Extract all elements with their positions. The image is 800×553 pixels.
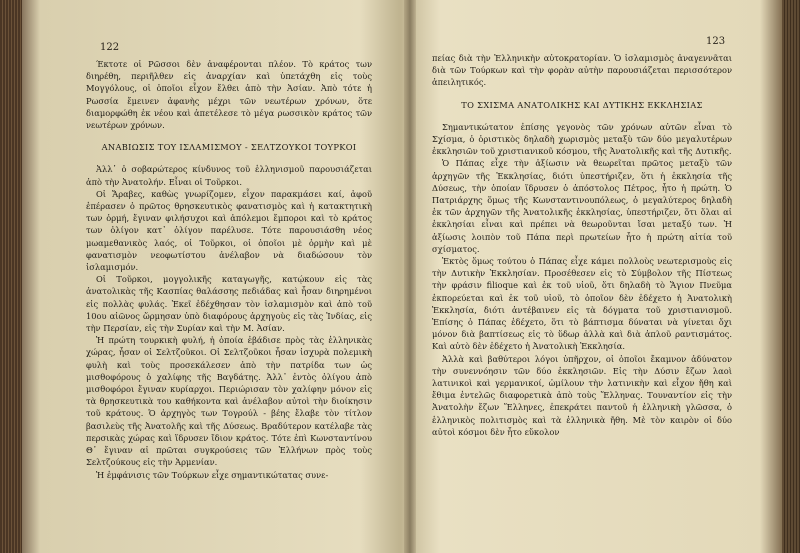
section-heading: ΑΝΑΒΙΩΣΙΣ ΤΟΥ ΙΣΛΑΜΙΣΜΟΥ - ΣΕΛΤΖΟΥΚΟΙ ΤΟΥΡΚΟΙ xyxy=(101,142,357,153)
paragraph: Σημαντικώτατον ἐπίσης γεγονὸς τῶν χρόνων αὐτῶν εἶναι τὸ Σχίσμα, ὁ ὁριστικὸς δηλαδὴ χωρισμὸς μεταξὺ τῶν δύο μεγαλυτέρων ἐκκλησιῶν τοῦ χριστιανικοῦ κόσμου, τῆς Ἀνατολικῆς καὶ τῆς Δυτικῆς. xyxy=(432,121,732,157)
paragraph: Ἡ ἐμφάνισις τῶν Τούρκων εἶχε σημαντικώτατας συνε- xyxy=(96,469,329,480)
right-page xyxy=(410,0,800,553)
right-page-text xyxy=(432,52,732,438)
paragraph: Ἀλλ᾽ ὁ σοβαρώτερος κίνδυνος τοῦ ἑλληνισμοῦ παρουσιάζεται ἀπὸ τὴν Ἀνατολήν. Εἶναι οἱ Τοῦρκοι. xyxy=(86,164,372,187)
section-heading: ΤΟ ΣΧΙΣΜΑ ΑΝΑΤΟΛΙΚΗΣ ΚΑΙ ΔΥΤΙΚΗΣ ΕΚΚΛΗΣΙΑΣ xyxy=(461,99,703,110)
page-number: 122 xyxy=(100,42,120,53)
paragraph: Ὁ Πάπας εἶχε τὴν ἀξίωσιν νὰ θεωρεῖται πρῶτος μεταξὺ τῶν ἀρχηγῶν τῆς Ἐκκλησίας, διότι ὑπεστήριζεν, ὅτι ἡ ἐκκλησία τῆς Δύσεως, τὴν ὁποίαν ἵδρυσεν ὁ ἀπόστολος Πέτρος, ἦτο ἡ πρώτη. Ὁ Πατριάρχης ὅμως τῆς Κωνσταντινουπόλεως, ὁ μεγαλύτερος δηλαδὴ ἐκ τῶν ἀρχηγῶν τῆς Ἀνατολικῆς ἐκκλησίας, ὑπεστήριζεν, ὅτι ὅλαι αἱ ἐκκλησίαι εἶναι καὶ πρέπει νὰ θεωροῦνται ἴσαι μεταξύ των. Ἡ ἀξίωσις λοιπὸν τοῦ Πάπα περὶ πρωτείων ἦτο ἡ πρώτη αἰτία τοῦ σχίσματος. xyxy=(432,158,732,254)
page-number: 123 xyxy=(706,36,726,47)
left-page-text xyxy=(86,58,372,481)
paragraph: Οἱ Ἄραβες, καθὼς γνωρίζομεν, εἶχον παρακμάσει καί, ἀφοῦ ἐπέρασεν ὁ πρῶτος θρησκευτικὸς φανατισμὸς καὶ ἡ κατακτητικὴ των ὁρμή, ἔγιναν φιλήσυχοι καὶ ἀπόλεμοι ἔμποροι καὶ τὸ κράτος των ὀλίγον κατ᾽ ὀλίγον παρέλυσε. Τότε παρουσιάσθη νέος μωαμεθανικὸς λαός, οἱ Τοῦρκοι, οἱ ὁποῖοι μὲ ὁρμὴν καὶ μὲ φανατισμὸν νεοφωτίστου ἀνέλαβον νὰ διαδώσουν τὸν ἰσλαμισμόν. xyxy=(86,188,372,273)
paragraph: πείας διὰ τὴν Ἑλληνικὴν αὐτοκρατορίαν. Ὁ ἰσλαμισμὸς ἀναγεννᾶται διὰ τῶν Τούρκων καὶ τὴν φορὰν αὐτὴν παρουσιάζεται περισσότερον ἀπειλητικός. xyxy=(432,53,732,88)
paragraph: Ἀλλὰ καὶ βαθύτεροι λόγοι ὑπῆρχον, οἱ ὁποῖοι ἔκαμνον ἀδύνατον τὴν συνεννόησιν τῶν δύο ἐκκλησιῶν. Εἰς τὴν Δύσιν ἔζων λαοὶ λατινικοὶ καὶ γερμανικοί, ὡμίλουν τὴν λατινικὴν καὶ εἶχον ἤθη καὶ ἔθιμα ἐντελῶς διαφορετικὰ ἀπὸ τοὺς Ἕλληνας. Τουναντίον εἰς τὴν Ἀνατολὴν ἔζων Ἕλληνες, ἐπεκράτει παντοῦ ἡ ἑλληνικὴ γλῶσσα, ὁ ἑλληνικὸς πολιτισμὸς καὶ τὰ ἑλληνικὰ ἤθη. Μὲ τὸν καιρὸν οἱ δύο αὐτοὶ κόσμοι δὲν ἦτο εὔκολον xyxy=(432,353,732,437)
paragraph: Οἱ Τοῦρκοι, μογγολικῆς καταγωγῆς, κατῴκουν εἰς τὰς ἀνατολικὰς τῆς Κασπίας θαλάσσης πεδιάδας καὶ ἦσαν διηρημένοι εἰς πολλὰς φυλάς. Ἐκεῖ ἐδέχθησαν τὸν ἰσλαμισμὸν καὶ ἀπὸ τοῦ 10ου αἰῶνος ὥρμησαν ὑπὸ διαφόρους ἀρχηγοὺς εἰς τὰς Ἰνδίας, εἰς τὴν Περσίαν, εἰς τὴν Συρίαν καὶ τὴν Μ. Ἀσίαν. xyxy=(86,274,372,334)
paragraph: Ἐκτὸς ὅμως τούτου ὁ Πάπας εἶχε κάμει πολλοὺς νεωτερισμοὺς εἰς τὴν Δυτικὴν Ἐκκλησίαν. Προσέθεσεν εἰς τὸ Σύμβολον τῆς Πίστεως τὴν φράσιν filioque καὶ ἐκ τοῦ υἱοῦ, ὅτι δηλαδὴ τὸ Ἅγιον Πνεῦμα ἐκπορεύεται καὶ ἐκ τοῦ υἱοῦ, τὸ ὁποῖον δὲν ἐδέχετο ἡ Ἀνατολικὴ Ἐκκλησία, διότι ἀντέβαινεν εἰς τὰ δόγματα τοῦ χριστιανισμοῦ. Ἐπίσης ὁ Πάπας ἐδέχετο, ὅτι τὸ βάπτισμα δύναται νὰ γίνεται ὄχι μόνον διὰ βαπτίσεως εἰς τὸ ὕδωρ ἀλλὰ καὶ διὰ ἁπλοῦ ραντισμάτος. Καὶ αὐτὸ δὲν ἐδέχετο ἡ Ἀνατολικὴ Ἐκκλησία. xyxy=(432,256,732,352)
paragraph: Έκτοτε οἱ Ρῶσσοι δὲν ἀναφέρονται πλέον. Τὸ κράτος των διηρέθη, περιῆλθεν εἰς ἀναρχίαν καὶ ὑπετάχθη εἰς τοὺς Μογγόλους, οἱ ὁποῖοι εἶχον ἔλθει ἀπὸ τὴν Ἀσίαν. Ἀπὸ τότε ἡ Ρωσσία ἔμεινεν ἀφανὴς μέχρι τῶν νεωτέρων χρόνων, ὅτε διαμορφώθη ἐκ νέου καὶ ἀπετέλεσε τὸ μέγα ρωσσικὸν κράτος τῶν νεωτέρων χρόνων. xyxy=(86,59,372,131)
paragraph: Ἡ πρώτη τουρκικὴ φυλή, ἡ ὁποία ἐβάδισε πρὸς τὰς ἑλληνικὰς χώρας, ἦσαν οἱ Σελτζοῦκοι. Οἱ Σελτζοῦκοι ἦσαν ἰσχυρὰ πολεμικὴ φυλὴ καὶ τοὺς προσεκάλεσεν ἀπὸ τὴν πατρίδα των ὡς μισθοφόρους ὁ χαλίφης τῆς Βαγδάτης. Ἀλλ᾽ ἐντὸς ὀλίγου ἀπὸ μισθοφόροι ἔγιναν κυρίαρχοι. Περιώρισαν τὸν χαλίφην μόνον εἰς τὰ θρησκευτικὰ του καθήκοντα καὶ ἀνέλαβον αὐτοὶ τὴν διοίκησιν τοῦ κράτους. Ὁ ἀρχηγὸς των Τογρούλ - βέης ἔλαβε τὸν τίτλον βασιλεὺς τῆς Ἀνατολῆς καὶ τῆς Δύσεως. Βραδύτερον κατέλαβε τὰς περσικὰς χώρας καὶ ἵδρυσεν ἴδιον κράτος. Τότε ἐπὶ Κωνσταντίνου Θ᾽ ἔγιναν αἱ πρῶται συγκρούσεις τῶν Ἑλλήνων πρὸς τοὺς Σελτζούκους εἰς τὴν Ἀρμενίαν. xyxy=(86,335,372,468)
